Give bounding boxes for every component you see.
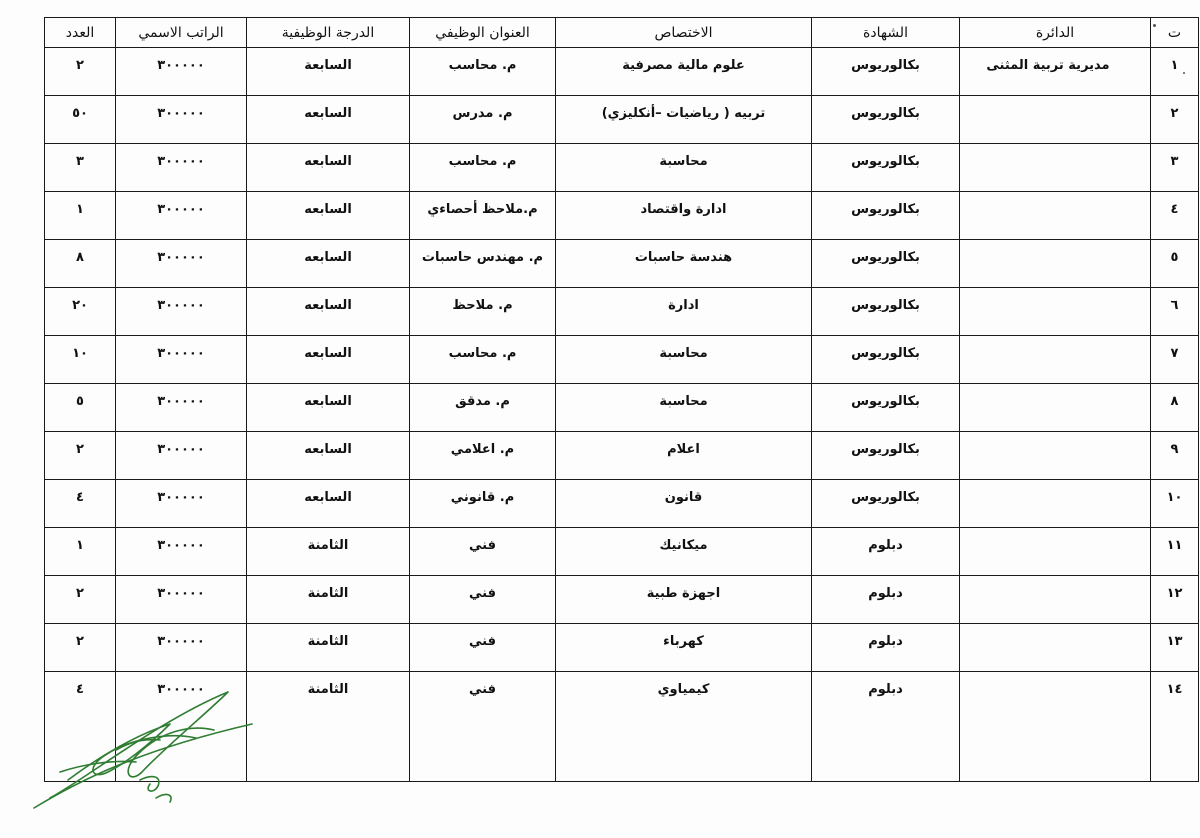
cell-job-title: م. مهندس حاسبات: [410, 240, 556, 288]
table-row: [45, 336, 1199, 384]
cell-grade: الثامنة: [247, 528, 410, 576]
cell-specialization: محاسبة: [556, 144, 812, 192]
cell-salary: ٣٠٠٠٠٠: [116, 336, 247, 384]
table-row: [45, 480, 1199, 528]
cell-seq: ٦: [1151, 288, 1199, 336]
cell-seq: ٤: [1151, 192, 1199, 240]
cell-grade: السابعه: [247, 480, 410, 528]
cell-seq: ٣: [1151, 144, 1199, 192]
table-row: [45, 144, 1199, 192]
cell-salary: ٣٠٠٠٠٠: [116, 384, 247, 432]
cell-seq: ١: [1151, 48, 1199, 96]
cell-grade: السابعه: [247, 240, 410, 288]
cell-salary: ٣٠٠٠٠٠: [116, 240, 247, 288]
cell-specialization: ادارة: [556, 288, 812, 336]
cell-seq: ١٣: [1151, 624, 1199, 672]
cell-count: ٥٠: [45, 96, 116, 144]
cell-department: [960, 432, 1151, 480]
cell-count: ٥: [45, 384, 116, 432]
cell-salary: ٣٠٠٠٠٠: [116, 672, 247, 782]
cell-certificate: بكالوريوس: [812, 336, 960, 384]
cell-job-title: فني: [410, 624, 556, 672]
cell-department: [960, 480, 1151, 528]
cell-specialization: علوم مالية مصرفية: [556, 48, 812, 96]
cell-salary: ٣٠٠٠٠٠: [116, 144, 247, 192]
cell-count: ٤: [45, 480, 116, 528]
cell-salary: ٣٠٠٠٠٠: [116, 288, 247, 336]
cell-certificate: دبلوم: [812, 624, 960, 672]
cell-specialization: ميكانيك: [556, 528, 812, 576]
cell-grade: الثامنة: [247, 624, 410, 672]
header-grade: الدرجة الوظيفية: [247, 18, 410, 48]
cell-job-title: فني: [410, 672, 556, 782]
cell-count: ٢: [45, 48, 116, 96]
cell-certificate: بكالوريوس: [812, 288, 960, 336]
header-certificate: الشهادة: [812, 18, 960, 48]
cell-salary: ٣٠٠٠٠٠: [116, 480, 247, 528]
cell-seq: ١٢: [1151, 576, 1199, 624]
cell-seq: ١٤: [1151, 672, 1199, 782]
cell-seq: ٥: [1151, 240, 1199, 288]
cell-certificate: بكالوريوس: [812, 96, 960, 144]
cell-count: ١: [45, 528, 116, 576]
scan-speck: [1183, 72, 1185, 74]
cell-specialization: كهرباء: [556, 624, 812, 672]
cell-count: ١٠: [45, 336, 116, 384]
cell-certificate: بكالوريوس: [812, 480, 960, 528]
header-salary: الراتب الاسمي: [116, 18, 247, 48]
table-row: [45, 288, 1199, 336]
cell-department: [960, 672, 1151, 782]
cell-job-title: فني: [410, 576, 556, 624]
cell-count: ٢: [45, 432, 116, 480]
signature-image: [20, 680, 270, 820]
cell-salary: ٣٠٠٠٠٠: [116, 432, 247, 480]
cell-count: ٤: [45, 672, 116, 782]
cell-salary: ٣٠٠٠٠٠: [116, 48, 247, 96]
cell-certificate: دبلوم: [812, 672, 960, 782]
cell-certificate: بكالوريوس: [812, 144, 960, 192]
cell-seq: ٨: [1151, 384, 1199, 432]
cell-department: [960, 576, 1151, 624]
cell-seq: ٧: [1151, 336, 1199, 384]
header-job-title: العنوان الوظيفي: [410, 18, 556, 48]
cell-specialization: اجهزة طبية: [556, 576, 812, 624]
cell-job-title: م. محاسب: [410, 336, 556, 384]
cell-grade: السابعة: [247, 48, 410, 96]
scan-speck: [1153, 24, 1156, 27]
cell-specialization: كيمياوي: [556, 672, 812, 782]
cell-salary: ٣٠٠٠٠٠: [116, 576, 247, 624]
cell-job-title: م. محاسب: [410, 48, 556, 96]
cell-specialization: محاسبة: [556, 336, 812, 384]
cell-grade: السابعه: [247, 288, 410, 336]
cell-grade: السابعه: [247, 144, 410, 192]
header-specialization: الاختصاص: [556, 18, 812, 48]
table-row: [45, 432, 1199, 480]
table-row: [45, 624, 1199, 672]
cell-seq: ٩: [1151, 432, 1199, 480]
cell-specialization: هندسة حاسبات: [556, 240, 812, 288]
table-row: [45, 240, 1199, 288]
cell-count: ٣: [45, 144, 116, 192]
cell-certificate: دبلوم: [812, 528, 960, 576]
cell-department: [960, 192, 1151, 240]
cell-certificate: بكالوريوس: [812, 240, 960, 288]
cell-department: [960, 144, 1151, 192]
cell-specialization: ادارة واقتصاد: [556, 192, 812, 240]
cell-department: [960, 96, 1151, 144]
cell-job-title: م. ملاحظ: [410, 288, 556, 336]
cell-salary: ٣٠٠٠٠٠: [116, 624, 247, 672]
cell-specialization: تربيه ( رياضيات –أنكليزي): [556, 96, 812, 144]
cell-certificate: بكالوريوس: [812, 192, 960, 240]
cell-specialization: قانون: [556, 480, 812, 528]
table-row: [45, 384, 1199, 432]
cell-department: [960, 624, 1151, 672]
cell-certificate: بكالوريوس: [812, 432, 960, 480]
cell-grade: السابعه: [247, 432, 410, 480]
header-seq: ت: [1151, 18, 1199, 48]
cell-job-title: م. محاسب: [410, 144, 556, 192]
cell-department: [960, 288, 1151, 336]
cell-job-title: م.ملاحظ أحصاءي: [410, 192, 556, 240]
table-row: [45, 192, 1199, 240]
cell-specialization: محاسبة: [556, 384, 812, 432]
cell-job-title: م. مدرس: [410, 96, 556, 144]
cell-department: [960, 240, 1151, 288]
cell-count: ٢: [45, 576, 116, 624]
cell-department: مديرية تربية المثنى: [960, 48, 1151, 96]
cell-count: ٢: [45, 624, 116, 672]
table-row: [45, 528, 1199, 576]
table-header-row: [45, 18, 1199, 48]
cell-count: ٢٠: [45, 288, 116, 336]
cell-seq: ١٠: [1151, 480, 1199, 528]
cell-grade: السابعه: [247, 384, 410, 432]
cell-seq: ١١: [1151, 528, 1199, 576]
cell-certificate: بكالوريوس: [812, 48, 960, 96]
cell-grade: السابعه: [247, 336, 410, 384]
table-row: [45, 96, 1199, 144]
cell-certificate: بكالوريوس: [812, 384, 960, 432]
cell-grade: الثامنة: [247, 576, 410, 624]
cell-grade: السابعه: [247, 192, 410, 240]
table-row: [45, 576, 1199, 624]
cell-count: ١: [45, 192, 116, 240]
cell-count: ٨: [45, 240, 116, 288]
cell-grade: الثامنة: [247, 672, 410, 782]
cell-department: [960, 336, 1151, 384]
vacancies-table: [44, 17, 1199, 782]
table-row: [45, 48, 1199, 96]
cell-job-title: م. مدقق: [410, 384, 556, 432]
cell-job-title: م. اعلامي: [410, 432, 556, 480]
cell-department: [960, 528, 1151, 576]
cell-seq: ٢: [1151, 96, 1199, 144]
cell-salary: ٣٠٠٠٠٠: [116, 528, 247, 576]
cell-specialization: اعلام: [556, 432, 812, 480]
header-department: الدائرة: [960, 18, 1151, 48]
cell-salary: ٣٠٠٠٠٠: [116, 192, 247, 240]
cell-grade: السابعه: [247, 96, 410, 144]
header-count: العدد: [45, 18, 116, 48]
cell-department: [960, 384, 1151, 432]
cell-certificate: دبلوم: [812, 576, 960, 624]
cell-job-title: م. قانوني: [410, 480, 556, 528]
cell-salary: ٣٠٠٠٠٠: [116, 96, 247, 144]
cell-job-title: فني: [410, 528, 556, 576]
